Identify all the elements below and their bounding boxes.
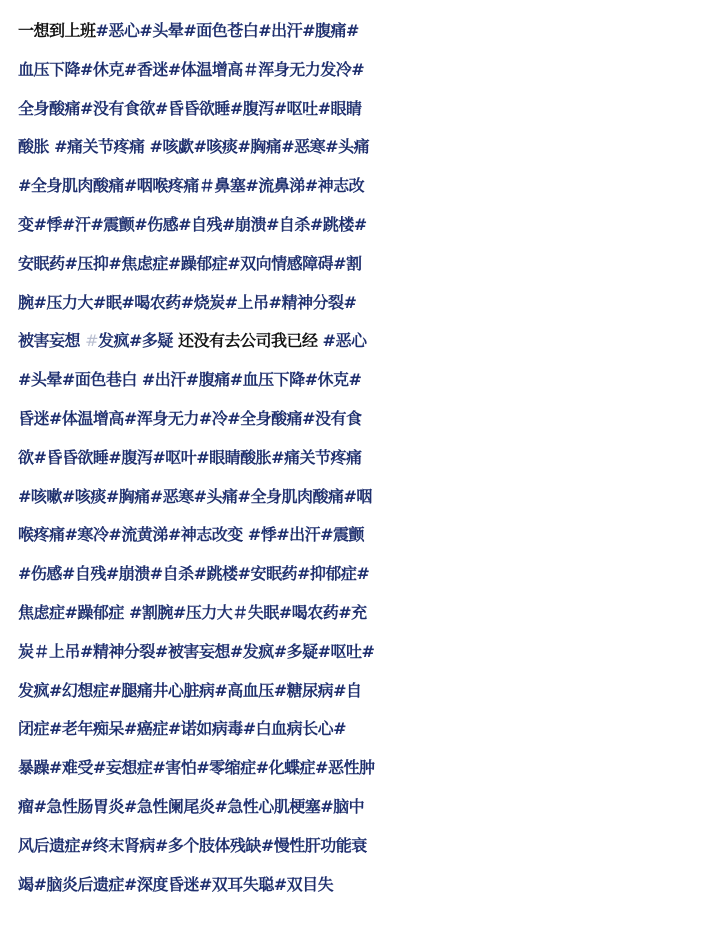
text-line — [18, 90, 718, 129]
hashtag-text: 喉疼痛#寒冷#流黄涕#神志改变 #悸#出汗#震颤 — [18, 525, 365, 545]
text-line — [18, 206, 718, 245]
hashtag-text: 风后遗症#终末肾病#多个肢体残缺#慢性肝功能衰 — [18, 835, 367, 855]
watermark-fragment: # — [85, 331, 98, 351]
hashtag-text: 欲#昏昏欲睡#腹泻#呕叶#眼睛酸胀#痛关节疼痛 — [18, 447, 362, 467]
hashtag-text: 腕#压力大#眠#喝农药#烧炭#上吊#精神分裂# — [18, 292, 357, 312]
hashtag-text: #头晕#面色巷白 #出汗#腹痛#血压下降#休克# — [18, 370, 362, 390]
hashtag-text: 竭#脑炎后遗症#深度昏迷#双耳失聪#双目失 — [18, 874, 334, 894]
text-line — [18, 322, 718, 361]
text-line — [18, 400, 718, 439]
hashtag-text: 昏迷#体温增高#浑身无力#冷#全身酸痛#没有食 — [18, 408, 362, 428]
hashtag-text: 发疯#多疑 — [97, 331, 178, 351]
text-line — [18, 284, 718, 323]
hashtag-text: #咳嗽#咳痰#胸痛#恶寒#头痛#全身肌肉酸痛#咽 — [18, 486, 372, 506]
narrative-text: 还没有去公司我已经 — [177, 331, 318, 351]
text-line — [18, 167, 718, 206]
text-line — [18, 866, 718, 905]
hashtag-text: #恶心#头晕#面色苍白#出汗#腹痛# — [95, 21, 359, 40]
text-line — [18, 51, 718, 90]
hashtag-text: 焦虑症#躁郁症 #割腕#压力大＃失眠#喝农药#充 — [18, 602, 367, 622]
symptom-text-block — [18, 12, 718, 904]
text-line — [18, 672, 718, 711]
hashtag-text: 瘤#急性肠胃炎#急性阑尾炎#急性心肌梗塞#脑中 — [18, 796, 365, 816]
hashtag-text: 酸胀 #痛关节疼痛 #咳歔#咳痰#胸痛#恶寒#头痛 — [18, 137, 370, 157]
text-line — [18, 361, 718, 400]
hashtag-text: #伤感#自残#崩溃#自杀#跳楼#安眠药#抑郁症# — [18, 564, 370, 584]
text-line — [18, 594, 718, 633]
hashtag-text: #恶心 — [317, 331, 367, 351]
text-line — [18, 245, 718, 284]
text-line — [18, 12, 718, 51]
hashtag-text: 发疯#幻想症#腿痛井心脏病#高血压#糖尿病#自 — [18, 680, 362, 700]
hashtag-text: 全身酸痛#没有食欲#昏昏欲睡#腹泻#呕吐#眼睛 — [18, 98, 362, 118]
hashtag-text: 炭＃上吊#精神分裂#被害妄想#发疯#多疑#呕吐# — [18, 641, 375, 661]
hashtag-text: #全身肌肉酸痛#咽喉疼痛＃鼻塞#流鼻涕#神志改 — [18, 176, 365, 196]
hashtag-text: 被害妄想 — [18, 331, 86, 351]
hashtag-text: 安眠药#压抑#焦虑症#躁郁症#双向情感障碍#割 — [18, 253, 362, 273]
text-line — [18, 633, 718, 672]
hashtag-text: 变#悸#汗#震颤#伤感#自残#崩溃#自杀#跳楼# — [18, 214, 367, 234]
hashtag-text: 闭症#老年痴呆#癌症#诺如病毒#白血病长心# — [18, 719, 347, 739]
text-line — [18, 128, 718, 167]
text-line — [18, 827, 718, 866]
text-line — [18, 788, 718, 827]
narrative-text: 一想到上班 — [18, 21, 96, 40]
text-line — [18, 710, 718, 749]
text-line — [18, 555, 718, 594]
hashtag-text: 血压下降#休克#香迷#体温增高＃浑身无力发冷# — [18, 59, 365, 79]
hashtag-text: 暴躁#难受#妄想症#害怕#零缩症#化蝶症#恶性肿 — [18, 758, 375, 778]
text-line — [18, 478, 718, 517]
text-line — [18, 749, 718, 788]
text-line — [18, 439, 718, 478]
text-line — [18, 516, 718, 555]
